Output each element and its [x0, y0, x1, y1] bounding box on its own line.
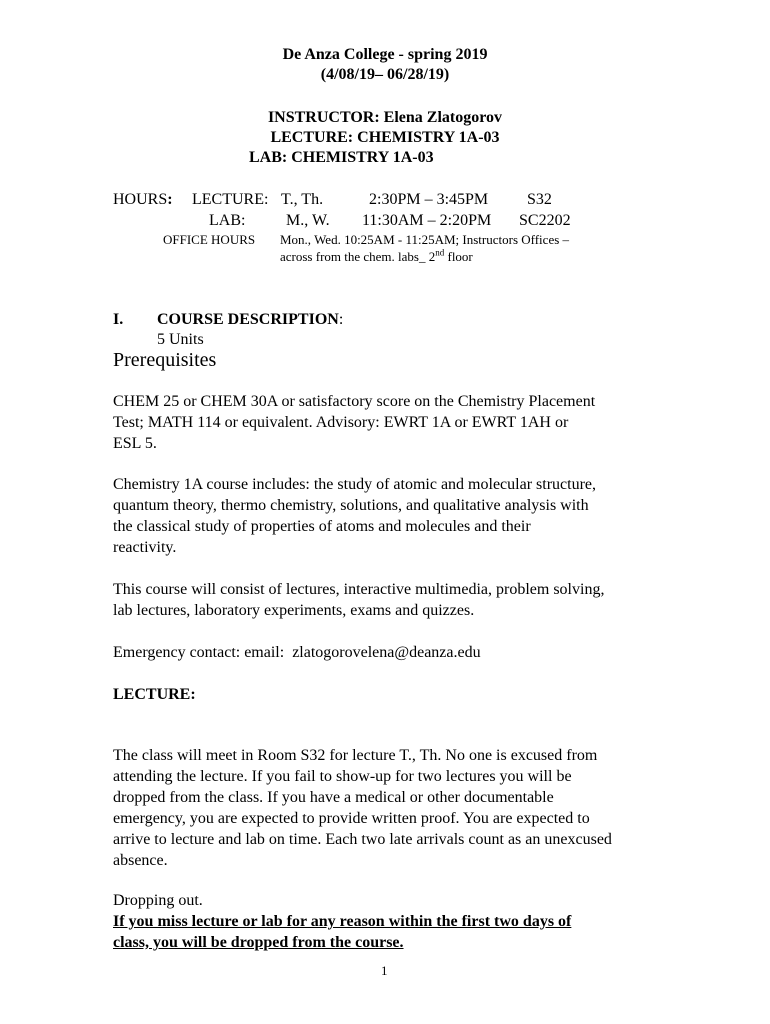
lecture-heading: LECTURE:: [113, 686, 196, 703]
hours-lab-days: M., W.: [286, 212, 330, 229]
text-line: Chemistry 1A course includes: the study of atomic and molecular structure,: [113, 476, 596, 493]
text-line: quantum theory, thermo chemistry, solutions, and qualitative analysis with: [113, 497, 589, 514]
hours-label: HOURS:: [113, 191, 173, 208]
instructor-line: INSTRUCTOR: Elena Zlatogorov: [267, 109, 503, 126]
course-description-heading: COURSE DESCRIPTION:: [157, 311, 344, 328]
text-line: class, you will be dropped from the course.: [113, 934, 404, 951]
hours-lab-label: LAB:: [209, 212, 246, 229]
emergency-contact: Emergency contact: email: zlatogorovelena@deanza.edu: [113, 644, 481, 661]
lecture-course-line: LECTURE: CHEMISTRY 1A-03: [270, 129, 500, 146]
text-line: This course will consist of lectures, interactive multimedia, problem solving,: [113, 581, 605, 598]
text-line: ESL 5.: [113, 435, 157, 452]
units-line: 5 Units: [157, 331, 204, 348]
hours-lecture-label: LECTURE:: [192, 191, 269, 208]
text-line: reactivity.: [113, 539, 177, 556]
hours-lab-time: 11:30AM – 2:20PM: [362, 212, 492, 229]
term-dates: (4/08/19– 06/28/19): [320, 66, 450, 83]
text-line: The class will meet in Room S32 for lecture T., Th. No one is excused from: [113, 747, 598, 764]
text-line: absence.: [113, 852, 168, 869]
hours-lecture-time: 2:30PM – 3:45PM: [369, 191, 489, 208]
text-line: lab lectures, laboratory experiments, exams and quizzes.: [113, 602, 475, 619]
text-line: dropped from the class. If you have a medical or other documentable: [113, 789, 554, 806]
text-line: arrive to lecture and lab on time. Each two late arrivals count as an unexcused: [113, 831, 612, 848]
course-description-text: [113, 474, 673, 558]
office-hours-label: OFFICE HOURS: [163, 232, 256, 247]
college-term-title: De Anza College - spring 2019: [282, 46, 488, 63]
lecture-policy-text: [113, 745, 673, 871]
text-line: If you miss lecture or lab for any reason within the first two days of: [113, 913, 572, 930]
text-line: attending the lecture. If you fail to show-up for two lectures you will be: [113, 768, 572, 785]
hours-lecture-days: T., Th.: [281, 191, 324, 208]
prerequisites-heading: Prerequisites: [113, 349, 217, 371]
text-line: Test; MATH 114 or equivalent. Advisory: EWRT 1A or EWRT 1AH or: [113, 414, 569, 431]
office-hours-line1: Mon., Wed. 10:25AM - 11:25AM; Instructors Offices –: [280, 232, 570, 247]
section-numeral: I.: [113, 311, 124, 328]
text-line: CHEM 25 or CHEM 30A or satisfactory score on the Chemistry Placement: [113, 393, 596, 410]
hours-lecture-room: S32: [527, 191, 552, 208]
text-line: emergency, you are expected to provide written proof. You are expected to: [113, 810, 590, 827]
email-address[interactable]: zlatogorovelena@deanza.edu: [292, 644, 481, 661]
lab-course-line: LAB: CHEMISTRY 1A-03: [249, 149, 434, 166]
office-hours-line2: across from the chem. labs_ 2nd floor: [280, 247, 473, 264]
dropping-out-label: Dropping out.: [113, 892, 203, 909]
page-number: 1: [381, 963, 388, 978]
course-format-text: [113, 579, 673, 621]
text-line: the classical study of properties of atoms and molecules and their: [113, 518, 531, 535]
prerequisites-text: [113, 391, 673, 454]
dropping-warning: [113, 911, 673, 953]
hours-lab-room: SC2202: [519, 212, 571, 229]
